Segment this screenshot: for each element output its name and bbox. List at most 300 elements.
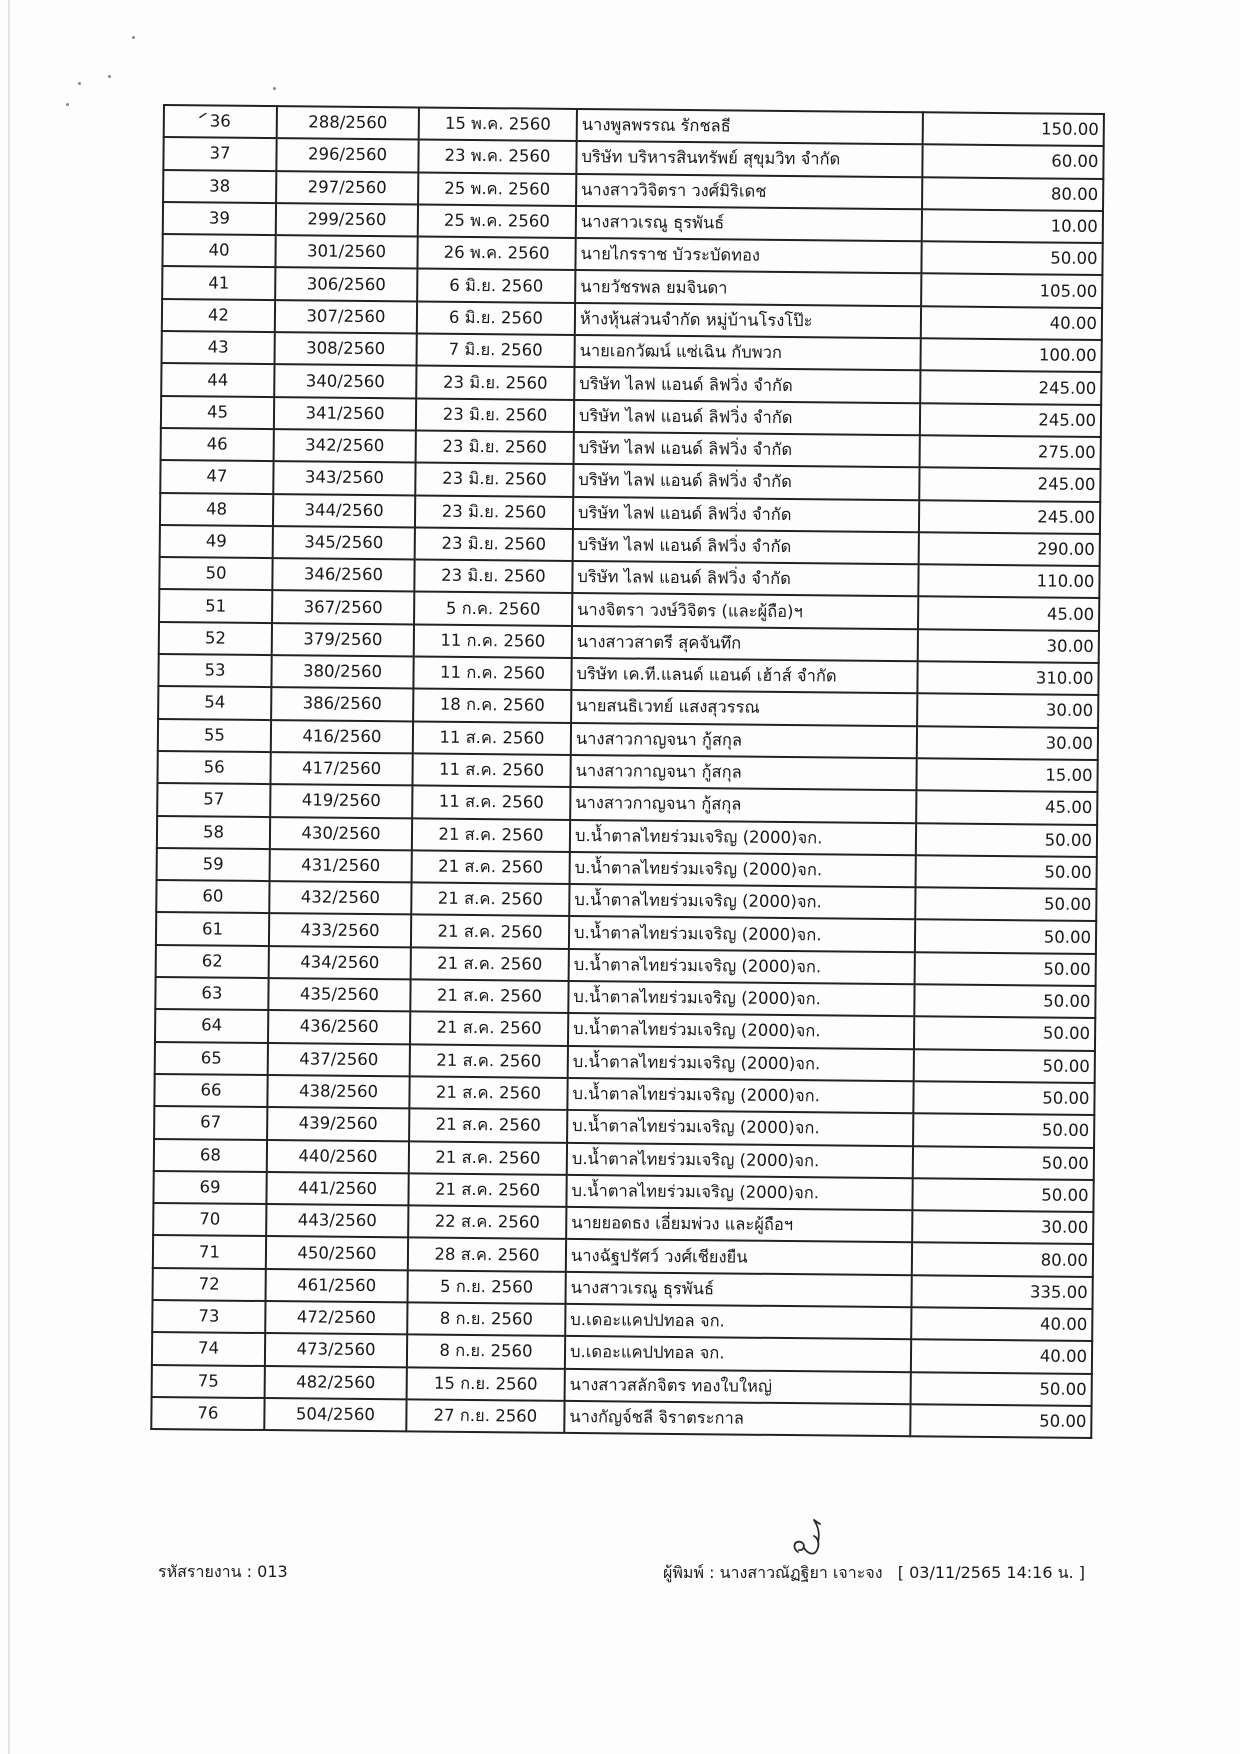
amount: 110.00 [1036, 571, 1095, 592]
payer-name-cell [571, 690, 917, 726]
amount: 50.00 [1041, 1120, 1090, 1141]
amount-cell [917, 694, 1098, 728]
record-date-cell [415, 463, 573, 497]
row-number-cell [158, 719, 271, 752]
row-number-cell [160, 525, 273, 558]
payer-name: ห้างหุ้นส่วนจำกัด หมู่บ้านโรงโป๊ะ [579, 308, 813, 331]
amount: 50.00 [1043, 991, 1091, 1012]
row-number: 41 [208, 273, 230, 293]
document-number: 461/2560 [297, 1275, 377, 1295]
amount: 245.00 [1037, 507, 1096, 527]
row-number: 64 [201, 1015, 223, 1036]
record-date: 5 ก.ย. 2560 [439, 1276, 534, 1297]
document-number: 301/2560 [306, 241, 387, 262]
amount-cell [917, 726, 1098, 760]
document-number-cell [274, 364, 416, 398]
document-number: 344/2560 [304, 500, 384, 520]
document-number-cell [273, 494, 415, 528]
amount-cell [911, 1307, 1092, 1341]
record-date-cell [416, 430, 574, 464]
payer-name-cell [574, 367, 920, 403]
document-number-cell [266, 1204, 408, 1238]
document-number-cell [265, 1333, 407, 1367]
document-number-cell [268, 978, 410, 1012]
record-date-cell [408, 1206, 566, 1240]
document-number-cell [272, 591, 414, 625]
document-number-cell [267, 1075, 409, 1109]
record-date: 21 ส.ค. 2560 [437, 921, 543, 942]
payer-name: บ.น้ำตาลไทยร่วมเจริญ (2000)จก. [571, 1148, 820, 1170]
record-date-cell [406, 1399, 564, 1433]
amount-cell [916, 790, 1097, 824]
record-date-cell [408, 1270, 566, 1304]
document-number: 434/2560 [300, 952, 380, 972]
amount-cell [919, 468, 1100, 502]
record-date: 21 ส.ค. 2560 [438, 824, 544, 845]
row-number: 56 [203, 757, 225, 777]
record-date-cell [414, 624, 572, 658]
payer-name-cell [566, 1272, 912, 1308]
amount: 45.00 [1044, 797, 1093, 818]
payer-name-cell [576, 206, 922, 242]
amount: 50.00 [1044, 894, 1092, 915]
row-number: 63 [201, 983, 223, 1003]
record-date-cell [411, 947, 569, 981]
amount-cell [918, 597, 1099, 631]
document-number: 417/2560 [302, 758, 382, 779]
payer-name-cell [566, 1175, 912, 1211]
payer-name: บริษัท ไลฟ แอนด์ ลิฟวิ่ง จำกัด [578, 438, 793, 460]
row-number: 49 [205, 531, 227, 551]
document-number: 443/2560 [297, 1210, 377, 1231]
row-number-cell [155, 1042, 268, 1075]
scan-edge-shadow [8, 0, 10, 1754]
payer-name: บ.น้ำตาลไทยร่วมเจริญ (2000)จก. [574, 857, 823, 880]
row-number-cell [162, 234, 275, 267]
record-date-cell [416, 334, 574, 368]
payer-name-cell [574, 432, 920, 468]
record-date-cell [412, 753, 570, 787]
amount: 50.00 [1043, 927, 1092, 947]
payer-name-cell [575, 303, 921, 339]
document-number-cell [271, 655, 413, 689]
amount-cell [922, 177, 1103, 211]
payer-name: บ.น้ำตาลไทยร่วมเจริญ (2000)จก. [574, 825, 823, 848]
record-date: 8 ก.ย. 2560 [439, 1341, 533, 1362]
document-number: 416/2560 [302, 726, 382, 746]
row-number-cell [156, 912, 269, 945]
payer-name: นายไกรราช บัวระบัดทอง [580, 244, 761, 266]
row-number: 38 [209, 176, 231, 196]
payer-name: บ.เดอะแคปปทอล จก. [570, 1310, 725, 1331]
payer-name: บ.น้ำตาลไทยร่วมเจริญ (2000)จก. [573, 922, 822, 944]
row-number: 51 [205, 596, 227, 616]
document-number-cell [269, 881, 411, 915]
row-number: 42 [207, 305, 230, 325]
printed-by-line: ผู้พิมพ์ : นางสาวณัฏฐิยา เจาะจง [ 03/11/2565 14:16 น. ] [663, 1563, 1085, 1582]
document-number-cell [268, 1010, 410, 1044]
record-date: 15 ก.ย. 2560 [433, 1373, 538, 1394]
amount: 150.00 [1040, 119, 1099, 140]
payer-name: บ.น้ำตาลไทยร่วมเจริญ (2000)จก. [571, 1180, 820, 1203]
document-number-cell [275, 332, 417, 366]
record-date-cell [407, 1367, 565, 1401]
row-number-cell [155, 1009, 268, 1042]
document-number: 296/2560 [307, 144, 388, 165]
row-number: 61 [201, 918, 224, 939]
payer-name-cell [572, 626, 918, 662]
document-number-cell [270, 849, 412, 883]
document-number: 386/2560 [302, 693, 382, 714]
document-number: 473/2560 [296, 1339, 376, 1360]
payer-name: บ.น้ำตาลไทยร่วมเจริญ (2000)จก. [572, 1116, 820, 1138]
amount-cell [919, 500, 1100, 534]
payer-name-cell [573, 464, 919, 500]
amount-cell [916, 823, 1097, 857]
payer-name-cell [574, 400, 920, 436]
document-number: 433/2560 [300, 919, 380, 940]
row-number-cell [154, 1074, 267, 1107]
amount-cell [918, 629, 1099, 663]
record-date-cell [415, 527, 573, 561]
amount-cell [920, 435, 1101, 469]
payer-name: นางสาววิจิตรา วงศ์มิริเดช [581, 179, 767, 201]
row-number-cell [157, 848, 270, 881]
document-number-cell [266, 1236, 408, 1270]
row-number: 58 [202, 822, 225, 842]
document-number-cell [265, 1366, 407, 1400]
row-number: 68 [199, 1145, 222, 1165]
payer-name: บริษัท ไลฟ แอนด์ ลิฟวิ่ง จำกัด [577, 535, 792, 557]
amount-cell [914, 1017, 1095, 1051]
document-number-cell [266, 1172, 408, 1206]
record-date: 21 ส.ค. 2560 [437, 953, 543, 974]
row-number-cell [157, 751, 270, 784]
amount-cell [922, 209, 1103, 243]
row-number-cell [162, 266, 275, 299]
document-number: 299/2560 [307, 209, 387, 230]
amount: 245.00 [1038, 377, 1097, 398]
document-number: 306/2560 [306, 274, 386, 294]
payer-name-cell [565, 1368, 911, 1404]
record-date-cell [413, 689, 571, 723]
row-number-cell [162, 299, 275, 332]
payer-name: บ.น้ำตาลไทยร่วมเจริญ (2000)จก. [573, 1019, 821, 1041]
row-number: 48 [206, 499, 228, 519]
payer-name: บ.น้ำตาลไทยร่วมเจริญ (2000)จก. [572, 1051, 821, 1074]
payer-name: บริษัท ไลฟ แอนด์ ลิฟวิ่ง จำกัด [579, 373, 793, 395]
document-number: 297/2560 [307, 177, 387, 197]
handwritten-page-number-mark [790, 1518, 830, 1560]
document-number: 288/2560 [308, 112, 388, 133]
row-number-cell [154, 1138, 267, 1171]
payer-name-cell [566, 1239, 912, 1275]
payer-name: นายวัชรพล ยมจินดา [580, 276, 728, 298]
amount-cell [923, 112, 1104, 146]
amount-cell [915, 952, 1096, 986]
payer-name-cell [573, 529, 919, 565]
document-number: 345/2560 [304, 532, 384, 553]
record-date: 23 มิ.ย. 2560 [441, 533, 547, 554]
row-number: 76 [197, 1403, 219, 1423]
row-number-cell [164, 105, 277, 138]
amount-cell [918, 564, 1099, 598]
amount-cell [922, 145, 1103, 179]
document-number: 439/2560 [298, 1113, 378, 1134]
amount-cell [912, 1178, 1093, 1212]
document-number-cell [273, 526, 415, 560]
row-number-cell [160, 493, 273, 526]
document-number: 450/2560 [297, 1242, 377, 1263]
amount-cell [913, 1113, 1094, 1147]
amount: 245.00 [1038, 410, 1097, 430]
document-number-cell [277, 106, 419, 140]
amount-cell [911, 1372, 1092, 1406]
row-number: 67 [200, 1112, 222, 1132]
payer-name: บริษัท ไลฟ แอนด์ ลิฟวิ่ง จำกัด [578, 470, 792, 492]
payer-name: นางสาวกาญจนา กู้สกุล [575, 728, 743, 750]
payer-name-cell [568, 1046, 914, 1082]
row-number: 66 [200, 1080, 222, 1100]
amount: 310.00 [1035, 668, 1094, 689]
record-date: 23 มิ.ย. 2560 [441, 565, 546, 586]
record-date: 25 พ.ค. 2560 [443, 210, 550, 231]
payer-name-cell [570, 819, 916, 855]
amount: 245.00 [1037, 474, 1096, 495]
payer-name: นายสนธิเวทย์ แสงสุวรรณ [576, 696, 760, 718]
record-date-cell [417, 269, 575, 303]
payer-name: บ.น้ำตาลไทยร่วมเจริญ (2000)จก. [572, 1084, 821, 1106]
amount: 50.00 [1044, 862, 1092, 882]
payer-name-cell [565, 1336, 911, 1372]
amount-cell [917, 661, 1098, 695]
row-number-cell [159, 622, 272, 655]
document-number: 432/2560 [300, 887, 380, 908]
payer-name-cell [567, 1110, 913, 1146]
payer-name: นางสาวสาตรี สุคจันทึก [576, 631, 742, 653]
amount: 275.00 [1037, 442, 1096, 463]
document-number: 472/2560 [296, 1307, 376, 1328]
record-date-cell [413, 721, 571, 755]
row-number-cell [156, 945, 269, 978]
document-number-cell [267, 1107, 409, 1141]
record-date-cell [416, 366, 574, 400]
payer-name-cell [569, 916, 915, 952]
payer-name: นางสาวสลักจิตร ทองใบใหญ่ [569, 1374, 773, 1396]
row-number-cell [158, 686, 271, 719]
amount: 50.00 [1041, 1185, 1089, 1205]
record-date-cell [408, 1238, 566, 1272]
report-code: รหัสรายงาน : 013 [158, 1562, 288, 1581]
record-date: 21 ส.ค. 2560 [438, 856, 544, 877]
row-number-cell [163, 137, 276, 170]
amount: 40.00 [1039, 1346, 1088, 1367]
payer-name-cell [572, 593, 918, 629]
amount: 50.00 [1042, 1088, 1090, 1108]
row-number-cell [153, 1171, 266, 1204]
document-number: 437/2560 [299, 1049, 379, 1069]
document-number: 436/2560 [299, 1016, 379, 1037]
row-number: 47 [206, 466, 228, 487]
row-number: 46 [206, 434, 228, 454]
amount: 50.00 [1039, 1411, 1087, 1431]
row-number-cell [163, 202, 276, 235]
amount-cell [920, 403, 1101, 437]
amount-cell [920, 338, 1101, 372]
row-number: 39 [208, 208, 230, 228]
amount: 50.00 [1043, 959, 1091, 979]
record-date: 11 ส.ค. 2560 [438, 792, 544, 813]
record-date: 15 พ.ค. 2560 [444, 113, 551, 134]
payer-name: นางสาวเรณู ธุรพันธ์ [580, 212, 725, 233]
amount-cell [912, 1210, 1093, 1244]
document-number-cell [274, 429, 416, 463]
dust-speck [108, 75, 111, 78]
amount-cell [921, 241, 1102, 275]
record-date: 21 ส.ค. 2560 [437, 888, 544, 909]
row-number: 36 [209, 111, 231, 131]
row-number-cell [159, 557, 272, 590]
document-number: 504/2560 [295, 1404, 376, 1425]
row-number: 69 [199, 1177, 221, 1197]
amount: 45.00 [1046, 604, 1095, 624]
record-date-cell [414, 592, 572, 626]
document-number-cell [270, 817, 412, 851]
row-number: 40 [208, 240, 230, 260]
record-date: 11 ก.ค. 2560 [439, 662, 546, 683]
payer-name-cell [574, 335, 920, 371]
record-date-cell [408, 1173, 566, 1207]
record-date-cell [409, 1141, 567, 1175]
record-date: 6 มิ.ย. 2560 [449, 275, 544, 296]
payer-name-cell [571, 723, 917, 759]
payer-name-cell [570, 787, 916, 823]
row-number-cell [157, 783, 270, 816]
row-number-cell [161, 428, 274, 461]
payer-name: นายเอกวัฒน์ แซ่เฉิน กับพวก [579, 341, 783, 363]
row-number: 70 [199, 1209, 221, 1229]
record-date-cell [407, 1302, 565, 1336]
record-date-cell [414, 560, 572, 594]
record-date-cell [410, 1012, 568, 1046]
payer-name-cell [569, 949, 915, 985]
record-date-cell [418, 140, 576, 174]
payer-name-cell [576, 174, 922, 210]
amount-cell [914, 1049, 1095, 1083]
amount: 15.00 [1045, 765, 1093, 786]
row-number: 44 [207, 369, 229, 390]
record-date-cell [410, 1044, 568, 1078]
document-number-cell [274, 397, 416, 431]
document-number-cell [275, 235, 417, 269]
row-number: 52 [204, 628, 226, 648]
record-date: 23 มิ.ย. 2560 [442, 436, 548, 457]
payer-name: นางกัญจ์ชลี จิราตระกาล [569, 1406, 744, 1428]
record-date: 21 ส.ค. 2560 [435, 1147, 541, 1168]
document-number: 435/2560 [299, 984, 380, 1005]
record-date-cell [418, 172, 576, 206]
document-number-cell [276, 138, 418, 172]
row-number-cell [160, 460, 273, 493]
payer-name-cell [573, 497, 919, 533]
row-number: 37 [209, 143, 231, 164]
amount-cell [920, 371, 1101, 405]
document-number: 343/2560 [304, 467, 385, 488]
payer-name: นางฉัฐปรัศว์ วงศ์เชียงยืน [570, 1245, 748, 1267]
document-number-cell [265, 1301, 407, 1335]
payer-name-cell [570, 755, 916, 791]
document-number: 341/2560 [305, 403, 385, 423]
payer-name: บ.น้ำตาลไทยร่วมเจริญ (2000)จก. [573, 954, 822, 977]
record-date: 21 ส.ค. 2560 [436, 1018, 542, 1039]
document-number-cell [264, 1398, 406, 1432]
record-date: 5 ก.ค. 2560 [445, 598, 541, 619]
document-number-cell [270, 784, 412, 818]
payer-name: บ.น้ำตาลไทยร่วมเจริญ (2000)จก. [574, 890, 822, 912]
record-date: 11 ส.ค. 2560 [439, 727, 545, 748]
records-table-body [151, 105, 1104, 1438]
record-date: 11 ส.ค. 2560 [438, 759, 545, 780]
row-number: 55 [203, 725, 226, 745]
record-date: 28 ส.ค. 2560 [434, 1244, 540, 1265]
amount: 80.00 [1050, 184, 1099, 204]
record-date: 6 มิ.ย. 2560 [448, 307, 544, 328]
amount: 100.00 [1038, 345, 1097, 366]
payer-name-cell [566, 1207, 912, 1243]
document-number-cell [267, 1140, 409, 1174]
dust-speck [78, 82, 81, 85]
document-number-cell [268, 1043, 410, 1077]
payer-name: บ.เดอะแคปปทอล จก. [569, 1342, 725, 1363]
amount: 80.00 [1040, 1250, 1089, 1270]
amount: 10.00 [1050, 216, 1098, 237]
row-number-cell [154, 1106, 267, 1139]
document-number: 340/2560 [305, 370, 385, 391]
document-number-cell [271, 687, 413, 721]
row-number-cell [157, 816, 270, 849]
record-date: 22 ส.ค. 2560 [434, 1211, 540, 1232]
document-number: 430/2560 [301, 823, 381, 843]
payer-name-cell [572, 561, 918, 597]
amount: 40.00 [1039, 1314, 1088, 1335]
payer-name-cell [568, 1013, 914, 1049]
payer-name: นางจิตรา วงษ์วิจิตร (และผู้ถือ)ฯ [577, 599, 803, 621]
row-number: 59 [202, 854, 224, 874]
payer-name: บริษัท ไลฟ แอนด์ ลิฟวิ่ง จำกัด [577, 567, 792, 589]
amount-cell [914, 984, 1095, 1018]
row-number: 57 [203, 789, 225, 809]
record-date-cell [407, 1335, 565, 1369]
document-number-cell [275, 268, 417, 302]
row-number: 45 [206, 402, 229, 422]
amount-cell [912, 1243, 1093, 1277]
amount-cell [913, 1081, 1094, 1115]
amount: 335.00 [1029, 1282, 1088, 1302]
amount-cell [910, 1404, 1091, 1438]
document-number-cell [272, 623, 414, 657]
amount-cell [916, 855, 1097, 889]
row-number: 54 [204, 692, 226, 713]
row-number-cell [151, 1397, 264, 1430]
record-date: 21 ส.ค. 2560 [436, 1050, 542, 1071]
row-number-cell [161, 363, 274, 396]
row-number-cell [155, 977, 268, 1010]
amount-cell [911, 1275, 1092, 1309]
document-number: 379/2560 [303, 629, 383, 650]
row-number-cell [162, 331, 275, 364]
amount: 50.00 [1050, 248, 1098, 269]
row-number: 50 [205, 563, 227, 583]
